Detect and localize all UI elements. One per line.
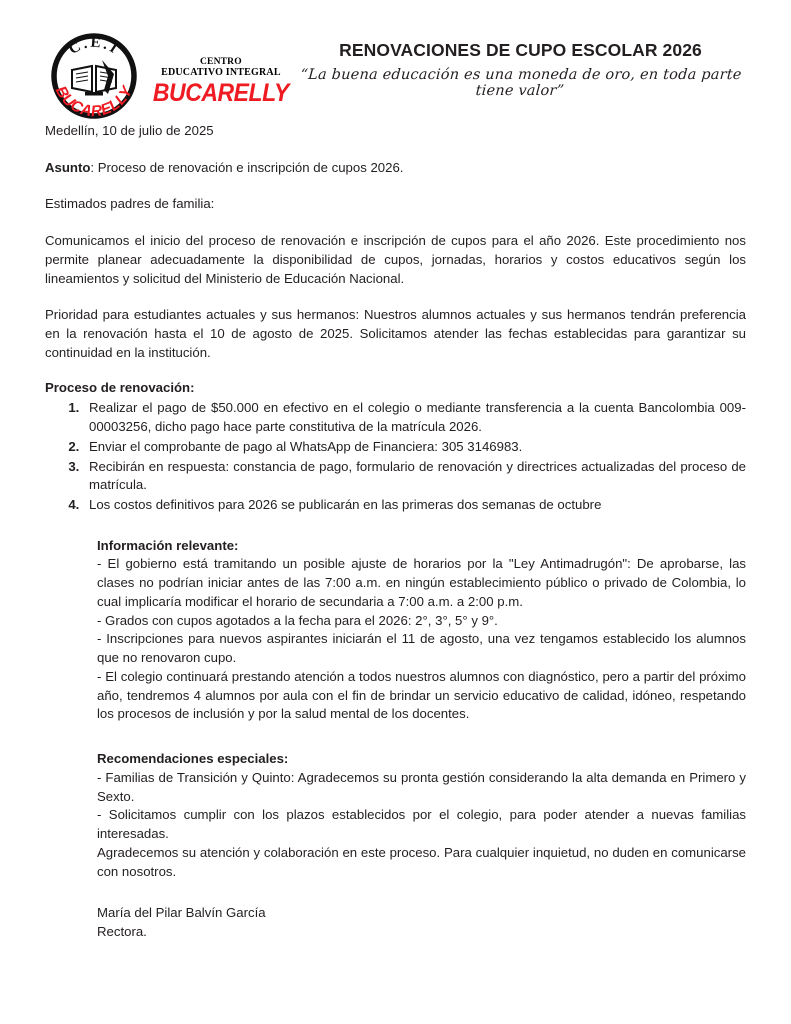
subject-text: : Proceso de renovación e inscripción de cupos 2026. (90, 159, 404, 175)
document-body (0, 122, 791, 942)
process-steps-list (45, 399, 746, 514)
svg-text:C.E.I: C.E.I (66, 34, 123, 59)
subject-label: Asunto (45, 159, 91, 175)
subject-line (45, 159, 746, 178)
relevant-info-heading: Información relevante: (97, 537, 239, 553)
school-motto: “La buena educación es una moneda de oro, en toda parte tiene valor” (300, 67, 743, 99)
process-step: 1. Realizar el pago de $50.000 en efectivo en el colegio o mediante transferencia a la cuenta Bancolombia 009-00003256, dicho pago hace parte constitutiva de la matrícula 2026. (83, 399, 746, 436)
logo-wordmark (147, 46, 295, 107)
process-step: 2. Enviar el comprobante de pago al WhatsApp de Financiera: 305 3146983. (83, 438, 746, 457)
header-title-block (295, 28, 746, 99)
relevant-info-item: - Grados con cupos agotados a la fecha para el 2026: 2°, 3°, 5° y 9°. (97, 612, 498, 628)
salutation: Estimados padres de familia: (45, 196, 215, 212)
signature-name: María del Pilar Balvín García (97, 905, 266, 921)
place-and-date: Medellín, 10 de julio de 2025 (45, 123, 214, 138)
intro-paragraph: Comunicamos el inicio del proceso de renovación e inscripción de cupos para el año 2026. Este procedimiento nos permite planear adecuadamente la disponibilidad de cupos, jornadas, horarios y costos educativos según los lineamientos y solicitud del Ministerio de Educación Nacional. (45, 233, 746, 286)
relevant-info-item: - El colegio continuará prestando atención a todos nuestros alumnos con diagnóstico, pero a partir del próximo año, tendremos 4 alumnos por aula con el fin de brindar un servicio educativo de calidad, idóneo, respetando los procesos de inclusión y por la salud mental de los docentes. (97, 668, 746, 722)
recommendations-heading: Recomendaciones especiales: (97, 751, 289, 767)
priority-paragraph: Prioridad para estudiantes actuales y sus hermanos: Nuestros alumnos actuales y sus hermanos tendrán preferencia en la renovación hasta el 10 de agosto de 2025. Solicitamos atender las fechas establecidas para garantizar su continuidad en la institución. (45, 307, 746, 360)
emblem-graphic (45, 28, 143, 124)
closing-paragraph: Agradecemos su atención y colaboración en este proceso. Para cualquier inquietud, no duden en comunicarse con nosotros. (97, 844, 746, 879)
school-logo (45, 28, 295, 124)
process-step: 3. Recibirán en respuesta: constancia de pago, formulario de renovación y directrices actualizadas del proceso de matrícula. (83, 458, 746, 495)
logo-line-centro: CENTRO (199, 56, 242, 67)
logo-line-educativo: EDUCATIVO INTEGRAL (161, 67, 281, 79)
relevant-information-block (97, 537, 746, 942)
svg-text:BUCARELLY: BUCARELLY (51, 83, 137, 121)
relevant-info-item: - Inscripciones para nuevos aspirantes iniciarán el 11 de agosto, una vez tengamos establecido los alumnos que no renovaron cupo. (97, 631, 746, 666)
process-heading: Proceso de renovación: (45, 379, 195, 395)
recommendation-item: - Solicitamos cumplir con los plazos establecidos por el colegio, para poder atender a nuevas familias interesadas. (97, 807, 746, 842)
page-title: RENOVACIONES DE CUPO ESCOLAR 2026 (339, 40, 702, 60)
signature-role: Rectora. (97, 924, 147, 940)
document-header (0, 0, 791, 121)
recommendation-item: - Familias de Transición y Quinto: Agradecemos su pronta gestión considerando la alta demanda en Primero y Sexto. (97, 769, 746, 804)
logo-brand-text: BUCARELLY (152, 79, 289, 108)
process-step: 4. Los costos definitivos para 2026 se publicarán en las primeras dos semanas de octubre (83, 496, 746, 515)
bucarelly-emblem-icon (45, 28, 143, 124)
relevant-info-item: - El gobierno está tramitando un posible ajuste de horarios por la "Ley Antimadrugón": De aprobarse, las clases no podrían iniciar antes de las 7:00 a.m. en ningún establecimiento público o privado de Colombia, lo cual implicaría modificar el horario de secundaria a 7:00 a.m. a 2:00 p.m. (97, 556, 746, 609)
